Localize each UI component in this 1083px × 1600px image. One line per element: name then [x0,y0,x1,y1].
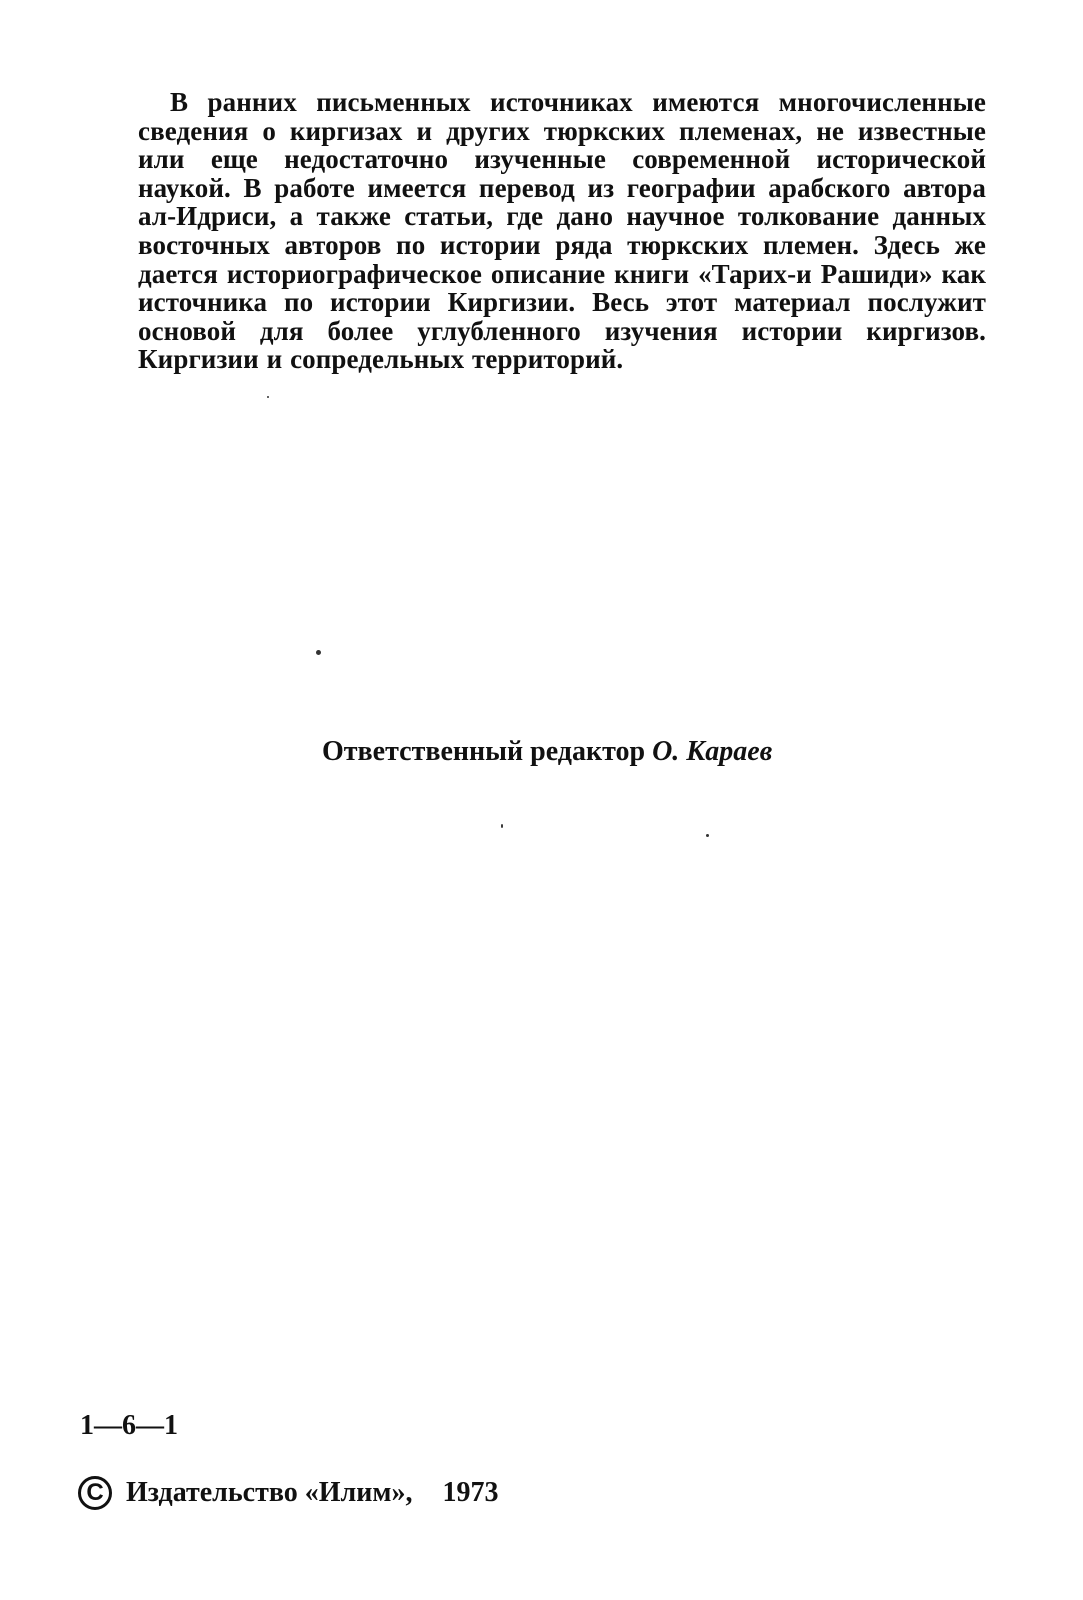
publication-year: 1973 [442,1477,499,1508]
abstract-text: В ранних письменных источниках имеются многочисленные сведения о киргизах и других тюркских племенах, не известные или еще недостаточно изученные современной исторической наукой. В работе имеется перевод из географии арабского автора ал-Идриси, а также статьи, где дано научное толкование данных восточных авторов по истории ряда тюркских племен. Здесь же дается историографическое описание книги «Тарих-и Рашиди» как источника по истории Киргизии. Весь этот материал послужит основой для более углубленного изучения истории киргизов. Киргизии и сопредельных территорий. [138,87,986,375]
editor-label: Ответственный редактор [322,736,646,767]
editor-line [322,736,842,768]
classification-code: 1—6—1 [80,1410,178,1441]
print-speck [706,834,709,837]
print-speck [267,396,269,398]
editor-name: О. Караев [652,736,773,767]
print-speck [316,650,321,655]
print-speck [501,824,503,828]
copyright-icon: C [78,1476,112,1510]
copyright-line [78,1476,498,1510]
publisher-name: Издательство «Илим», [126,1477,413,1508]
